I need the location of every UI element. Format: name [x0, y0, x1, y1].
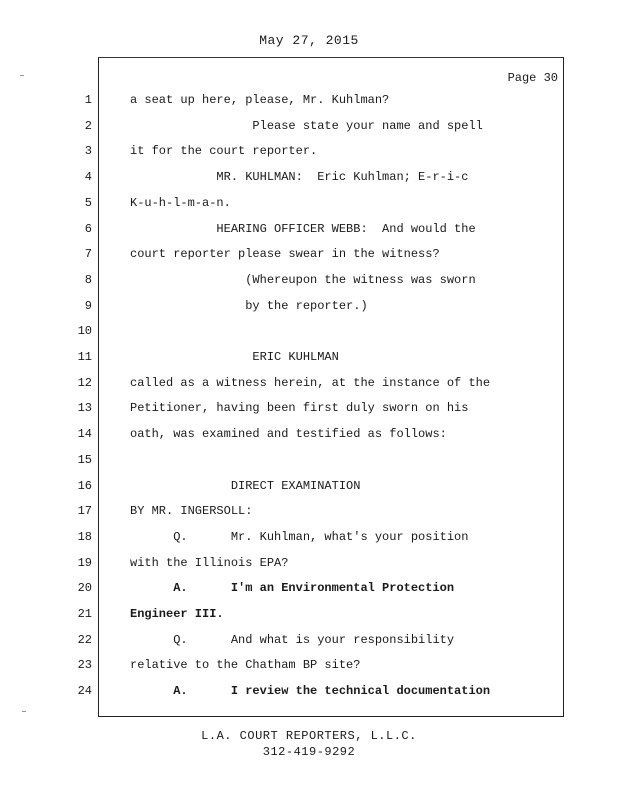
line-number: 17 [77, 504, 92, 518]
line-text: Please state your name and spell [130, 119, 483, 133]
footer-phone: 312-419-9292 [262, 745, 356, 759]
line-text: court reporter please swear in the witness? [130, 247, 440, 261]
line-number: 8 [84, 273, 92, 287]
line-number: 16 [77, 479, 92, 493]
line-text: it for the court reporter. [130, 144, 318, 158]
line-number: 6 [84, 222, 92, 236]
line-number: 1 [84, 93, 92, 107]
line-text: Q. And what is your responsibility [130, 633, 455, 647]
line-number: 14 [77, 427, 92, 441]
line-text: BY MR. INGERSOLL: [130, 504, 253, 518]
line-number: 3 [84, 144, 92, 158]
line-number: 15 [77, 453, 92, 467]
line-text: by the reporter.) [130, 299, 368, 313]
line-number: 13 [77, 401, 92, 415]
line-text: (Whereupon the witness was sworn [130, 273, 476, 287]
line-number: 19 [77, 556, 92, 570]
line-text: Engineer III. [130, 607, 224, 621]
header-date: May 27, 2015 [259, 33, 359, 48]
line-text: oath, was examined and testified as follows: [130, 427, 447, 441]
line-number: 9 [84, 299, 92, 313]
line-number: 24 [77, 684, 92, 698]
footer-company: L.A. COURT REPORTERS, L.L.C. [201, 729, 417, 743]
line-number: 18 [77, 530, 92, 544]
line-number: 21 [77, 607, 92, 621]
line-number: 12 [77, 376, 92, 390]
line-text: HEARING OFFICER WEBB: And would the [130, 222, 476, 236]
line-text: MR. KUHLMAN: Eric Kuhlman; E-r-i-c [130, 170, 469, 184]
line-number: 10 [77, 324, 92, 338]
line-number: 2 [84, 119, 92, 133]
line-number: 11 [77, 350, 92, 364]
page-number: Page 30 [507, 71, 558, 85]
line-text: K-u-h-l-m-a-n. [130, 196, 231, 210]
scan-speck [22, 711, 26, 712]
line-text: ERIC KUHLMAN [130, 350, 339, 364]
line-text: A. I'm an Environmental Protection [130, 581, 455, 595]
line-number: 20 [77, 581, 92, 595]
line-text: Q. Mr. Kuhlman, what's your position [130, 530, 469, 544]
line-text: with the Illinois EPA? [130, 556, 289, 570]
line-number: 7 [84, 247, 92, 261]
line-text: relative to the Chatham BP site? [130, 658, 361, 672]
line-number: 23 [77, 658, 92, 672]
line-text: Petitioner, having been first duly sworn on his [130, 401, 469, 415]
line-text: a seat up here, please, Mr. Kuhlman? [130, 93, 390, 107]
line-number: 5 [84, 196, 92, 210]
line-text: called as a witness herein, at the instance of the [130, 376, 491, 390]
line-number: 22 [77, 633, 92, 647]
scan-speck [20, 75, 24, 76]
line-text: A. I review the technical documentation [130, 684, 491, 698]
line-number: 4 [84, 170, 92, 184]
line-text: DIRECT EXAMINATION [130, 479, 361, 493]
